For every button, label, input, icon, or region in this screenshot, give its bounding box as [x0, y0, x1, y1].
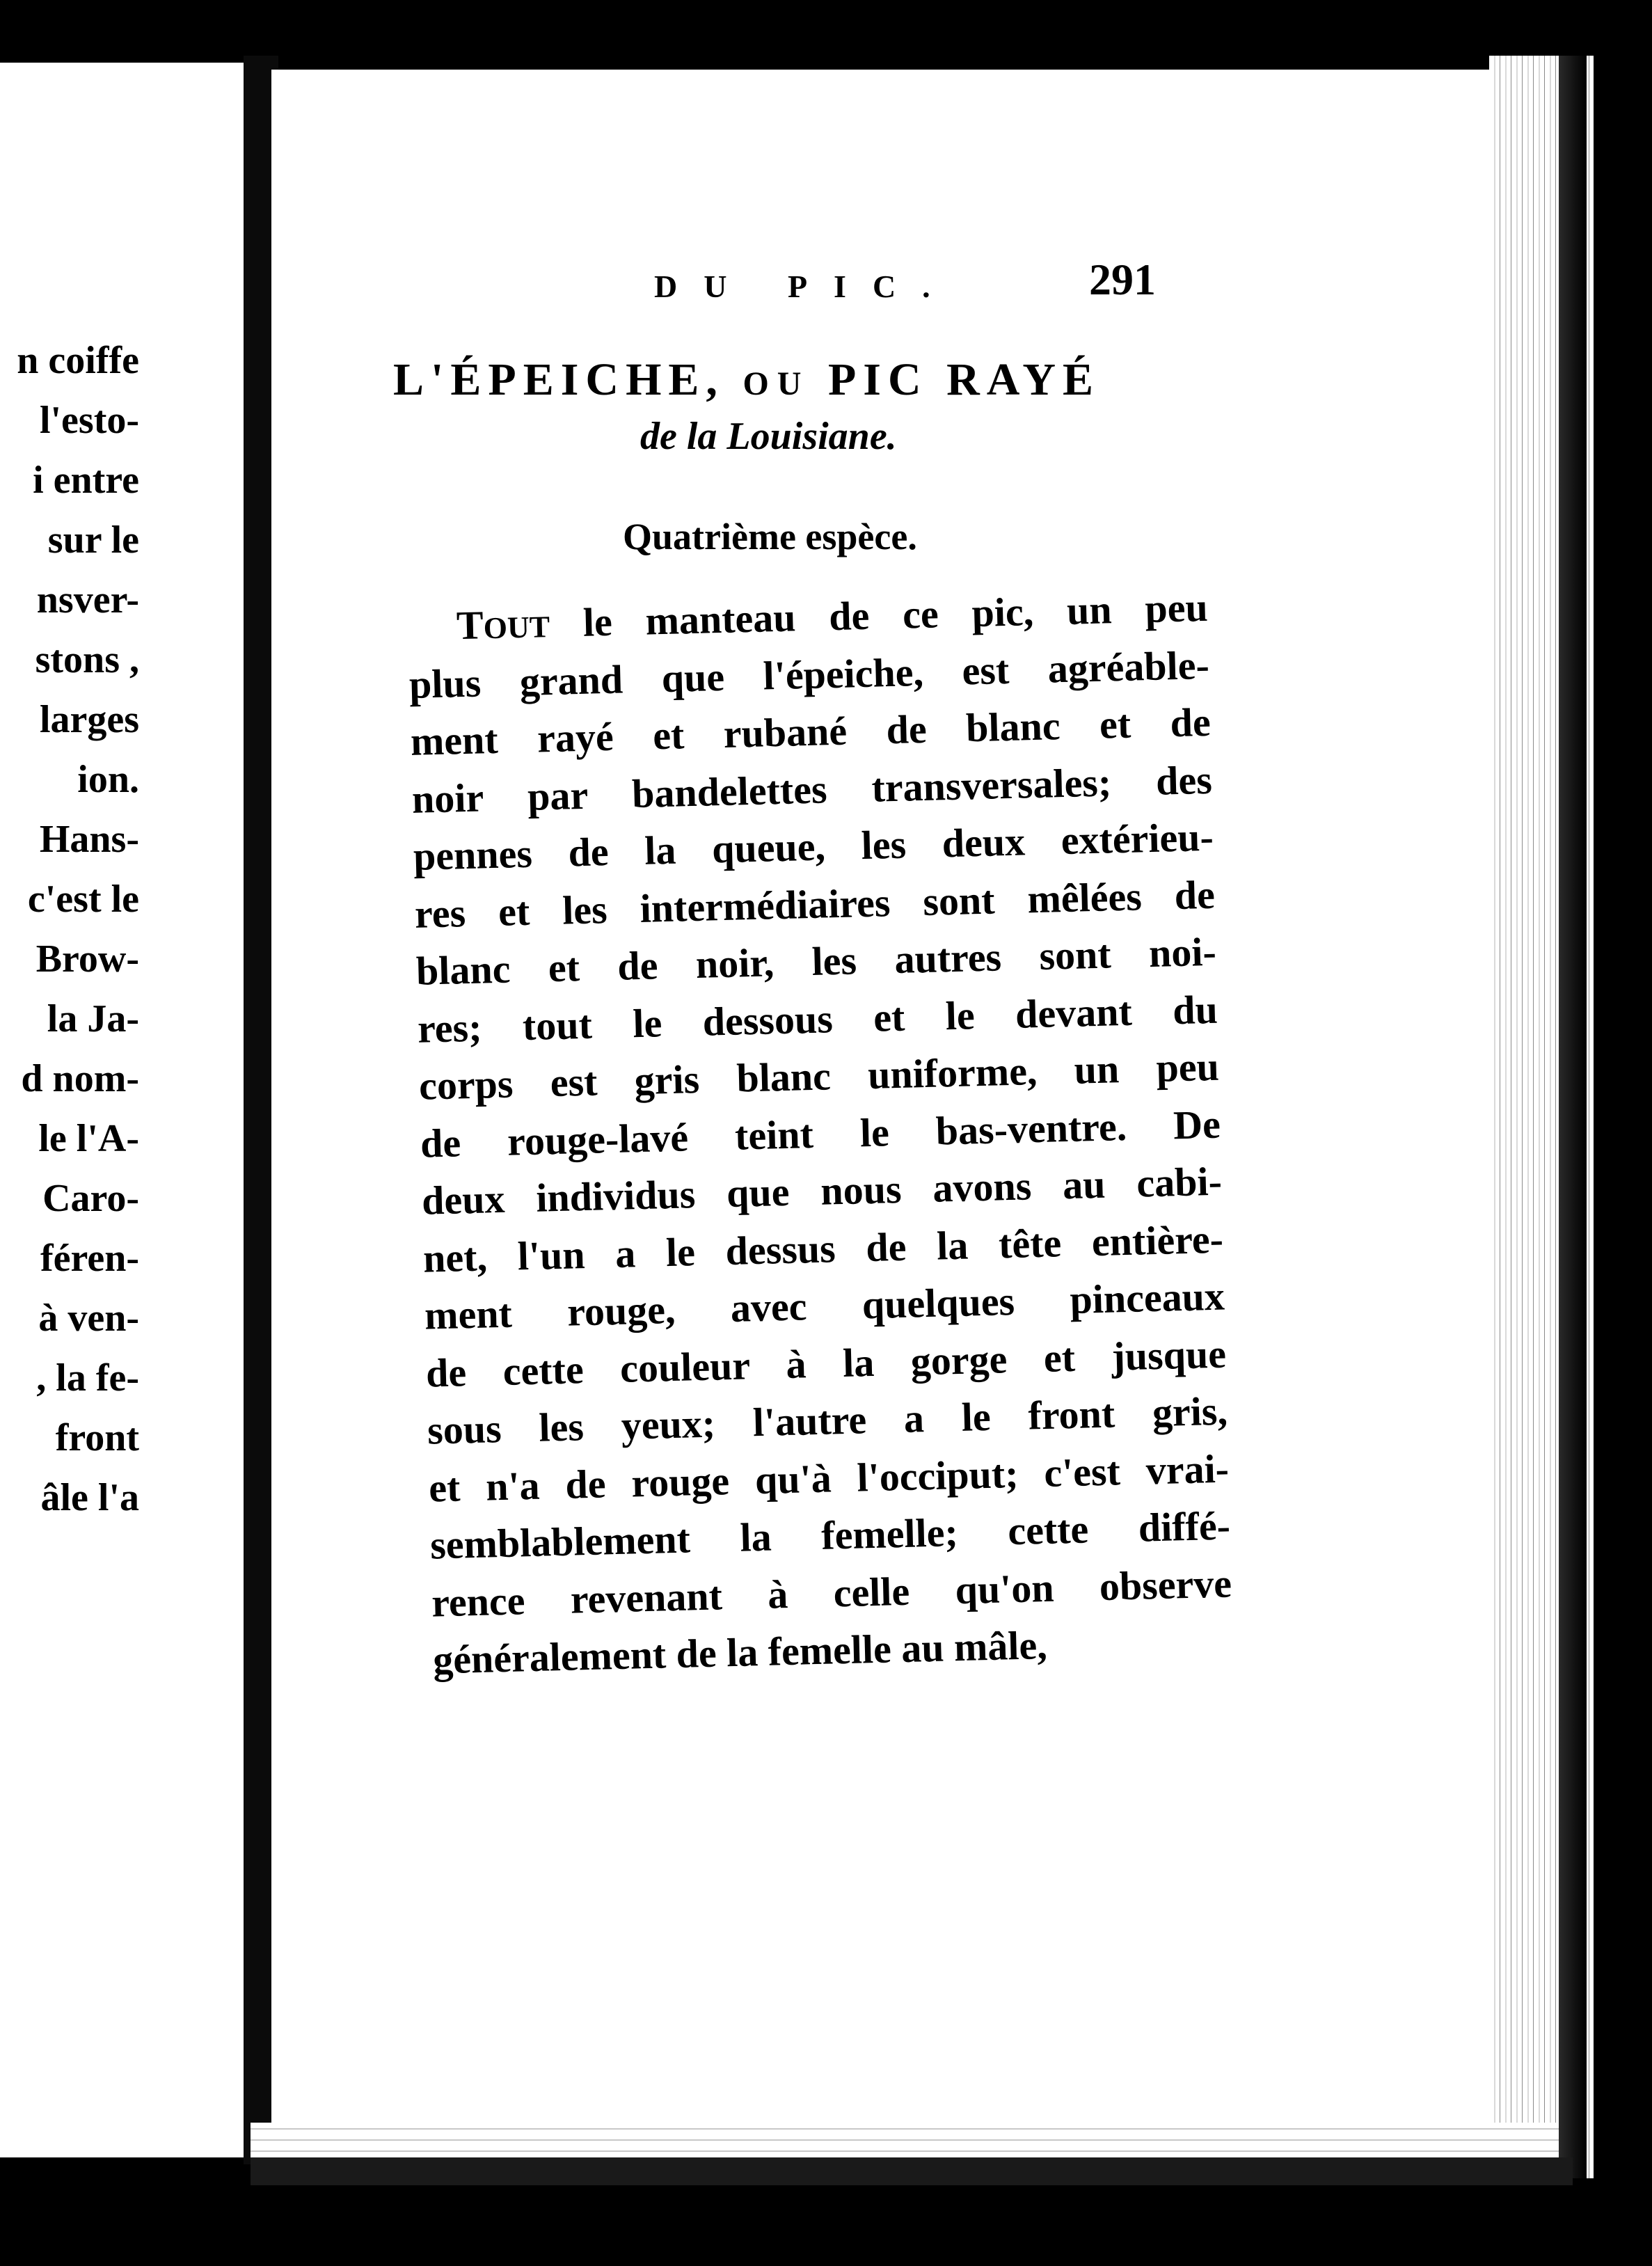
drop-word: TOUT: [456, 602, 550, 649]
title-rest: PIC RAYÉ: [827, 354, 1101, 405]
article-subtitle: de la Louisiane.: [640, 415, 897, 458]
book-cover-bottom: [251, 2157, 1573, 2185]
previous-page-line: la Ja-: [47, 997, 139, 1040]
previous-page-line: c'est le: [27, 878, 139, 921]
previous-page-line: Brow-: [35, 937, 139, 981]
previous-page-line: l'esto-: [39, 399, 139, 442]
page-number: 291: [1089, 255, 1156, 304]
body-line: res; tout le dessous et le devant du: [417, 986, 1218, 1052]
body-line: pennes de la queue, les deux extérieu-: [413, 814, 1214, 879]
previous-page-line: féren-: [40, 1237, 139, 1280]
body-line: net, l'un a le dessus de la tête entière-: [422, 1216, 1224, 1281]
previous-page-line: , la fe-: [36, 1356, 139, 1400]
previous-page-line: front: [55, 1416, 139, 1459]
previous-page-line: i entre: [33, 459, 139, 502]
previous-page-line: Caro-: [42, 1177, 139, 1220]
body-line: plus grand que l'épeiche, est agréable-: [408, 642, 1210, 707]
body-line: de cette couleur à la gorge et jusque: [425, 1331, 1227, 1396]
previous-page-text: [0, 331, 139, 1528]
previous-page-line: sur le: [47, 518, 139, 562]
previous-page-line: Hans-: [39, 818, 139, 861]
previous-page-line: âle l'a: [40, 1476, 139, 1519]
previous-page-fragment: [0, 63, 244, 2157]
body-line: ment rayé et rubané de blanc et de: [410, 699, 1212, 764]
previous-page-line: nsver-: [36, 578, 139, 621]
body-line: semblablement la femelle; cette diffé-: [429, 1503, 1231, 1568]
body-line: sous les yeux; l'autre a le front gris,: [427, 1388, 1228, 1453]
species-heading: Quatrième espèce.: [623, 516, 917, 557]
body-line: corps est gris blanc uniforme, un peu: [418, 1043, 1220, 1109]
previous-page-line: le l'A-: [38, 1117, 139, 1160]
body-line: de rouge-lavé teint le bas-ventre. De: [420, 1101, 1221, 1166]
previous-page-line: stons ,: [35, 638, 139, 681]
previous-page-line: larges: [39, 698, 139, 741]
article-title: [393, 354, 1100, 406]
body-line: ment rouge, avec quelques pinceaux: [424, 1273, 1225, 1338]
body-line: deux individus que nous avons au cabi-: [421, 1158, 1223, 1223]
body-line-text: le manteau de ce pic, un peu: [549, 584, 1209, 646]
book-cover-edge: [1559, 56, 1587, 2178]
title-main: L'ÉPEICHE,: [393, 354, 724, 405]
previous-page-line: d nom-: [21, 1057, 139, 1100]
title-ou: OU: [742, 365, 810, 402]
body-line: et n'a de rouge qu'à l'occiput; c'est vrai-: [428, 1445, 1230, 1511]
previous-page-line: ion.: [77, 758, 139, 801]
article-body: [407, 579, 1234, 1689]
body-line: noir par bandelettes transversales; des: [411, 756, 1213, 822]
body-line: rence revenant à celle qu'on observe: [431, 1560, 1232, 1626]
body-line: généralement de la femelle au mâle,: [432, 1622, 1048, 1683]
previous-page-line: à ven-: [38, 1297, 139, 1340]
body-line: blanc et de noir, les autres sont noi-: [415, 928, 1217, 994]
previous-page-line: n coiffe: [17, 339, 139, 382]
running-header: DU PIC.: [654, 269, 957, 304]
body-line: res et les intermédiaires sont mêlées de: [414, 871, 1216, 937]
